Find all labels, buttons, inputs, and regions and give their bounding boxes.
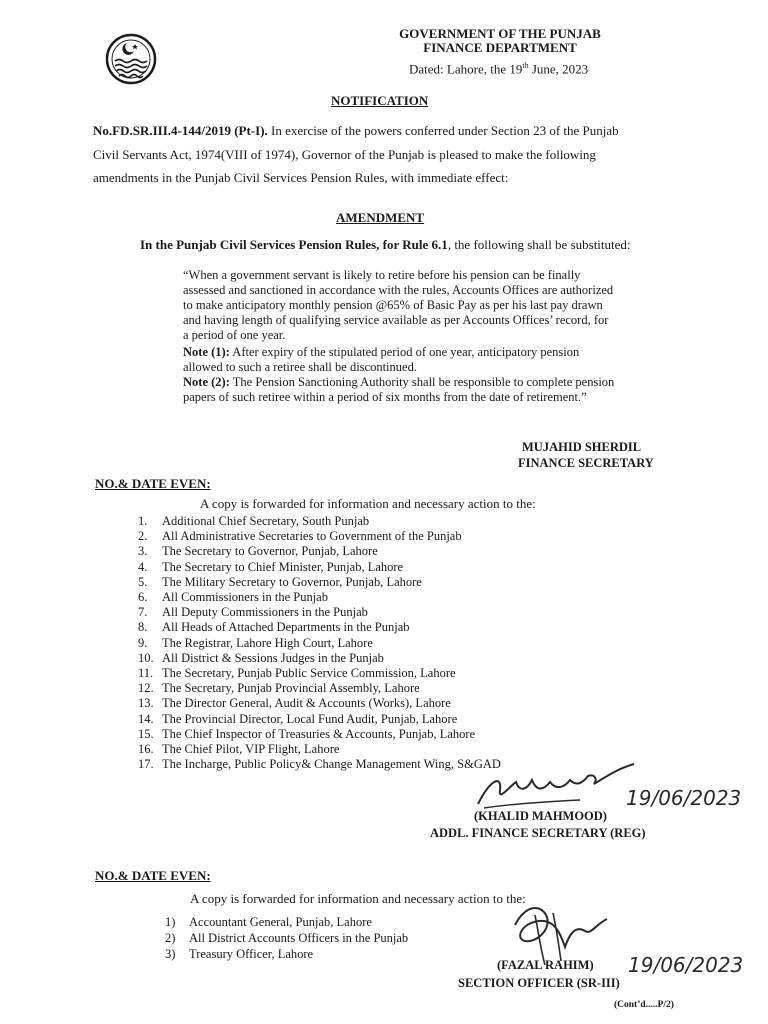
- list-item-number: 11.: [138, 666, 154, 681]
- signatory3-name: (FAZAL RAHIM): [497, 958, 594, 972]
- list-item-text: The Secretary, Punjab Public Service Commission, Lahore: [162, 666, 456, 681]
- signature1-date: 19/06/2023: [626, 786, 742, 810]
- list-item: [138, 529, 501, 544]
- list-item: [165, 930, 408, 946]
- list-item: [138, 544, 501, 559]
- amendment-intro-bold: In the Punjab Civil Services Pension Rules, for Rule 6.1: [140, 237, 448, 252]
- list-item-number: 9.: [138, 635, 148, 650]
- list-item-text: The Secretary, Punjab Provincial Assembly, Lahore: [162, 681, 420, 696]
- quote-line-5: a period of one year.: [183, 328, 286, 342]
- list-item-text: The Chief Inspector of Treasuries & Accounts, Punjab, Lahore: [162, 726, 476, 741]
- date-prefix: Dated: Lahore, the 19: [409, 61, 523, 77]
- header-department: FINANCE DEPARTMENT: [423, 40, 577, 55]
- list-item-text: The Secretary to Governor, Punjab, Lahore: [162, 544, 378, 559]
- list-item: [138, 605, 501, 620]
- list-item: [138, 742, 501, 757]
- quote-line-2: assessed and sanctioned in accordance with the rules, Accounts Offices are authorized: [183, 283, 614, 297]
- list-item: [138, 696, 501, 711]
- amendment-intro: [140, 235, 631, 254]
- list-item-text: The Secretary to Chief Minister, Punjab, Lahore: [162, 559, 404, 574]
- list-item-number: 17.: [138, 757, 154, 772]
- list-item-text: The Provincial Director, Local Fund Audit, Punjab, Lahore: [162, 711, 458, 726]
- note2-line1: [183, 375, 614, 389]
- list-item-number: 3.: [138, 544, 148, 559]
- list-item-text: All Heads of Attached Departments in the Punjab: [162, 620, 410, 635]
- notification-para-line1: [93, 121, 619, 140]
- endorsement1-intro: A copy is forwarded for information and necessary action to the:: [200, 496, 536, 511]
- list-item-number: 6.: [138, 590, 148, 605]
- endorsement1-heading: NO.& DATE EVEN:: [95, 476, 211, 491]
- list-item-number: 8.: [138, 620, 148, 635]
- endorsement1-list: [138, 514, 501, 772]
- list-item-text: The Director General, Audit & Accounts (Works), Lahore: [162, 696, 451, 711]
- list-item-text: The Registrar, Lahore High Court, Lahore: [162, 635, 373, 650]
- signature2-date: 19/06/2023: [628, 953, 744, 977]
- list-item: [138, 727, 501, 742]
- list-item: [138, 575, 501, 590]
- list-item-text: All Deputy Commissioners in the Punjab: [162, 605, 368, 620]
- list-item-text: All Administrative Secretaries to Government of the Punjab: [162, 529, 462, 544]
- list-item: [138, 514, 501, 529]
- notification-para-line3: amendments in the Punjab Civil Services Pension Rules, with immediate effect:: [93, 170, 509, 185]
- notification-title: NOTIFICATION: [331, 93, 429, 108]
- list-item-number: 4.: [138, 559, 148, 574]
- header-date: [409, 61, 588, 77]
- list-item-text: Accountant General, Punjab, Lahore: [189, 915, 372, 929]
- list-item: [165, 914, 408, 930]
- list-item-text: All Commissioners in the Punjab: [162, 590, 328, 605]
- list-item-number: 2.: [138, 529, 148, 544]
- list-item: [138, 757, 501, 772]
- list-item-text: The Incharge, Public Policy& Change Management Wing, S&GAD: [162, 757, 501, 772]
- list-item-number: 1): [165, 915, 176, 929]
- list-item-text: The Military Secretary to Governor, Punjab, Lahore: [162, 574, 422, 589]
- signatory1-designation: FINANCE SECRETARY: [518, 456, 654, 470]
- note2-label: Note (2):: [183, 375, 230, 389]
- note1-line2: allowed to such a retiree shall be discontinued.: [183, 360, 417, 374]
- signatory1-name: MUJAHID SHERDIL: [522, 440, 642, 454]
- punjab-emblem-logo: [105, 33, 157, 85]
- quote-line-1: “When a government servant is likely to retire before his pension can be finally: [183, 268, 581, 282]
- list-item-text: Additional Chief Secretary, South Punjab: [162, 514, 370, 528]
- continued-marker: (Cont’d.....P/2): [614, 1000, 674, 1010]
- endorsement2-list: [165, 914, 408, 962]
- notification-para-line2: Civil Servants Act, 1974(VIII of 1974), Governor of the Punjab is pleased to make the following: [93, 147, 596, 162]
- list-item-text: All District & Sessions Judges in the Punjab: [162, 650, 384, 665]
- note2-text: The Pension Sanctioning Authority shall be responsible to complete pension: [229, 375, 615, 389]
- amendment-title: AMENDMENT: [336, 210, 425, 225]
- list-item-text: All District Accounts Officers in the Punjab: [189, 931, 409, 945]
- list-item-number: 7.: [138, 605, 148, 620]
- list-item-number: 16.: [138, 742, 154, 757]
- endorsement2-intro: A copy is forwarded for information and necessary action to the:: [190, 891, 526, 906]
- list-item: [138, 620, 501, 635]
- list-item-number: 10.: [138, 650, 154, 665]
- para-line1-text: In exercise of the powers conferred under Section 23 of the Punjab: [267, 123, 619, 138]
- list-item-number: 15.: [138, 726, 154, 741]
- endorsement2-heading: NO.& DATE EVEN:: [95, 868, 211, 883]
- list-item-number: 2): [165, 931, 176, 945]
- signatory2-name: (KHALID MAHMOOD): [474, 809, 607, 823]
- signatory3-designation: SECTION OFFICER (SR-III): [458, 976, 620, 990]
- note1-line1: [183, 345, 579, 359]
- list-item: [138, 651, 501, 666]
- list-item: [138, 666, 501, 681]
- list-item-number: 5.: [138, 574, 148, 589]
- list-item-number: 3): [165, 947, 176, 961]
- date-suffix: June, 2023: [528, 61, 589, 77]
- quote-line-4: and having length of qualifying service available as per Accounts Offices’ record, for: [183, 313, 609, 327]
- list-item: [138, 636, 501, 651]
- list-item-number: 12.: [138, 681, 154, 696]
- list-item: [138, 712, 501, 727]
- list-item: [138, 560, 501, 575]
- quote-line-3: to make anticipatory monthly pension @65% of Basic Pay as per his last pay drawn: [183, 298, 603, 312]
- note1-text: After expiry of the stipulated period of one year, anticipatory pension: [229, 345, 580, 359]
- list-item-number: 13.: [138, 696, 154, 711]
- notification-ref: No.FD.SR.III.4-144/2019 (Pt-I).: [93, 123, 268, 138]
- list-item-number: 14.: [138, 711, 154, 726]
- list-item-text: Treasury Officer, Lahore: [189, 947, 314, 961]
- list-item-number: 1.: [138, 514, 148, 528]
- note2-line2: papers of such retiree within a period of six months from the date of retirement.”: [183, 390, 587, 404]
- date-sup: th: [522, 61, 529, 70]
- amendment-intro-rest: , the following shall be substituted:: [447, 237, 631, 252]
- signatory2-designation: ADDL. FINANCE SECRETARY (REG): [430, 826, 646, 840]
- list-item: [138, 590, 501, 605]
- list-item: [165, 946, 408, 962]
- list-item-text: The Chief Pilot, VIP Flight, Lahore: [162, 742, 340, 757]
- note1-label: Note (1):: [183, 345, 230, 359]
- header-government: GOVERNMENT OF THE PUNJAB: [399, 26, 601, 41]
- list-item: [138, 681, 501, 696]
